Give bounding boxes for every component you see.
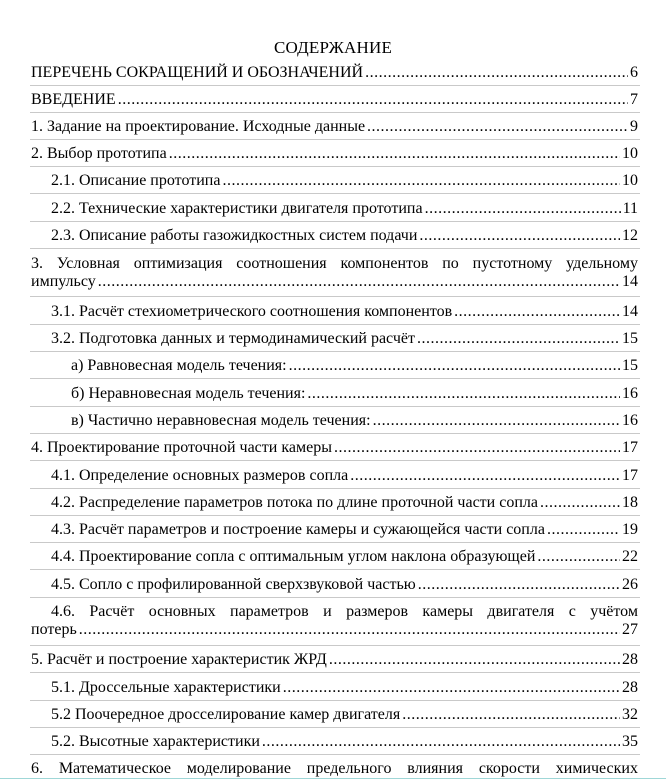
toc-entry-page: 16 [622, 412, 638, 429]
dot-leader [547, 521, 620, 539]
row-divider [30, 569, 640, 570]
row-divider [30, 85, 640, 86]
toc-entry-page: 22 [622, 548, 638, 565]
row-divider [30, 433, 640, 434]
toc-entry-page: 11 [622, 200, 638, 217]
toc-entry-page: 17 [622, 467, 638, 484]
dot-leader [222, 172, 620, 190]
row-divider [30, 324, 640, 325]
dot-leader [283, 679, 620, 697]
toc-entry-title: 4.3. Расчёт параметров и построение камеры и сужающейся части сопла [51, 521, 545, 538]
toc-entry-title-line1: 4.6. Расчёт основных параметров и размеров камеры двигателя с учётом [51, 603, 638, 620]
toc-entry-title: 4.4. Проектирование сопла с оптимальным углом наклона образующей [51, 548, 536, 565]
toc-entry-page: 14 [622, 273, 638, 290]
toc-entry-title: 2.3. Описание работы газожидкостных систем подачи [51, 227, 418, 244]
dot-leader [98, 273, 620, 291]
toc-entry-section-3-2[interactable] [51, 330, 638, 348]
toc-entry-title: 5.2 Поочередное дросселирование камер двигателя [51, 706, 401, 723]
toc-entry-introduction[interactable] [31, 91, 638, 109]
toc-entry-page: 16 [622, 385, 638, 402]
dot-leader [262, 733, 620, 751]
row-divider [30, 488, 640, 489]
row-divider [30, 248, 640, 249]
toc-entry-section-5[interactable] [31, 651, 638, 669]
row-divider [30, 597, 640, 598]
toc-entry-title: ПЕРЕЧЕНЬ СОКРАЩЕНИЙ И ОБОЗНАЧЕНИЙ [31, 64, 364, 81]
page-bottom-edge [0, 778, 666, 779]
row-divider [30, 296, 640, 297]
toc-entry-page: 9 [630, 118, 638, 135]
dot-leader [418, 576, 620, 594]
toc-entry-section-4-6[interactable] [31, 603, 638, 639]
toc-entry-section-6[interactable] [31, 760, 638, 778]
toc-entry-title-line1: 3. Условная оптимизация соотношения компонентов по пустотному удельному [31, 255, 638, 272]
toc-entry-page: 28 [622, 679, 638, 696]
toc-entry-title: 2.1. Описание прототипа [51, 172, 221, 189]
dot-leader [169, 145, 620, 163]
row-divider [30, 727, 640, 728]
dot-leader [365, 64, 628, 82]
toc-entry-section-2-3[interactable] [51, 227, 638, 245]
dot-leader [537, 548, 620, 566]
dot-leader [419, 227, 620, 245]
toc-entry-abbreviations[interactable] [31, 64, 638, 82]
toc-entry-page: 10 [622, 145, 638, 162]
toc-entry-page: 32 [622, 706, 638, 723]
toc-entry-title: импульсу [31, 273, 96, 290]
toc-entry-section-1[interactable] [31, 118, 638, 136]
toc-entry-page: 17 [622, 439, 638, 456]
toc-entry-title: б) Неравновесная модель течения: [71, 385, 306, 402]
toc-entry-nonequilibrium-model[interactable] [71, 385, 638, 403]
dot-leader [307, 385, 620, 403]
toc-entry-title: 5.2. Высотные характеристики [51, 733, 260, 750]
toc-entry-equilibrium-model[interactable] [71, 357, 638, 375]
toc-entry-title: 4.1. Определение основных размеров сопла [51, 467, 349, 484]
row-divider [30, 460, 640, 461]
dot-leader [329, 651, 620, 669]
dot-leader [425, 200, 621, 218]
toc-entry-page: 19 [622, 521, 638, 538]
dot-leader [367, 118, 628, 136]
row-divider [30, 139, 640, 140]
row-divider [30, 515, 640, 516]
row-divider [30, 193, 640, 194]
row-divider [30, 166, 640, 167]
toc-entry-page: 18 [622, 494, 638, 511]
toc-entry-section-4-3[interactable] [51, 521, 638, 539]
row-divider [30, 351, 640, 352]
toc-entry-page: 28 [622, 651, 638, 668]
row-divider [30, 700, 640, 701]
dot-leader [540, 494, 620, 512]
dot-leader [79, 621, 620, 639]
toc-entry-page: 35 [622, 733, 638, 750]
row-divider [30, 542, 640, 543]
dot-leader [350, 467, 620, 485]
toc-entry-section-3-1[interactable] [51, 303, 638, 321]
toc-entry-partial-nonequilibrium-model[interactable] [71, 412, 638, 430]
toc-entry-title: 1. Задание на проектирование. Исходные данные [31, 118, 366, 135]
toc-entry-title: ВВЕДЕНИЕ [31, 91, 116, 108]
toc-entry-page: 27 [622, 621, 638, 638]
dot-leader [454, 303, 620, 321]
toc-entry-title: 4. Проектирование проточной части камеры [31, 439, 332, 456]
row-divider [30, 406, 640, 407]
toc-entry-page: 7 [630, 91, 638, 108]
toc-entry-title: а) Равновесная модель течения: [71, 357, 287, 374]
row-divider [30, 378, 640, 379]
row-divider [30, 112, 640, 113]
row-divider [30, 754, 640, 755]
toc-entry-section-4-1[interactable] [51, 467, 638, 485]
toc-entry-section-2[interactable] [31, 145, 638, 163]
toc-entry-page: 15 [622, 357, 638, 374]
toc-entry-section-4[interactable] [31, 439, 638, 457]
toc-entry-section-4-5[interactable] [51, 576, 638, 594]
toc-entry-section-3[interactable] [31, 255, 638, 291]
row-divider [30, 672, 640, 673]
toc-entry-page: 14 [622, 303, 638, 320]
toc-entry-title-line1: 6. Математическое моделирование предельного влияния скорости химических [31, 760, 638, 777]
toc-entry-title: в) Частично неравновесная модель течения: [71, 412, 371, 429]
toc-entry-title: 2. Выбор прототипа [31, 145, 167, 162]
row-divider [30, 221, 640, 222]
toc-entry-section-2-2[interactable] [51, 200, 638, 218]
dot-leader [118, 91, 628, 109]
toc-entry-page: 6 [630, 64, 638, 81]
dot-leader [417, 330, 620, 348]
toc-entry-title: 4.5. Сопло с профилированной сверхзвуковой частью [51, 576, 416, 593]
dot-leader [289, 357, 620, 375]
toc-entry-section-5-1[interactable] [51, 679, 638, 697]
dot-leader [402, 706, 620, 724]
toc-entry-section-4-2[interactable] [51, 494, 638, 512]
toc-entry-page: 15 [622, 330, 638, 347]
toc-entry-title: 4.2. Распределение параметров потока по длине проточной части сопла [51, 494, 538, 511]
toc-entry-title: 3.1. Расчёт стехиометрического соотношения компонентов [51, 303, 453, 320]
toc-entry-section-2-1[interactable] [51, 172, 638, 190]
row-divider [30, 645, 640, 646]
toc-entry-section-5-2-alternating[interactable] [51, 706, 638, 724]
page-title: СОДЕРЖАНИЕ [273, 38, 393, 57]
toc-entry-title: 2.2. Технические характеристики двигателя прототипа [51, 200, 423, 217]
toc-entry-section-5-2-altitude[interactable] [51, 733, 638, 751]
toc-entry-page: 12 [622, 227, 638, 244]
toc-entry-title: 5.1. Дроссельные характеристики [51, 679, 281, 696]
dot-leader [334, 439, 620, 457]
dot-leader [373, 412, 620, 430]
toc-entry-title: потерь [31, 621, 77, 638]
toc-entry-page: 26 [622, 576, 638, 593]
toc-entry-title: 3.2. Подготовка данных и термодинамический расчёт [51, 330, 415, 347]
toc-entry-section-4-4[interactable] [51, 548, 638, 566]
toc-entry-title: 5. Расчёт и построение характеристик ЖРД [31, 651, 327, 668]
toc-entry-page: 10 [622, 172, 638, 189]
